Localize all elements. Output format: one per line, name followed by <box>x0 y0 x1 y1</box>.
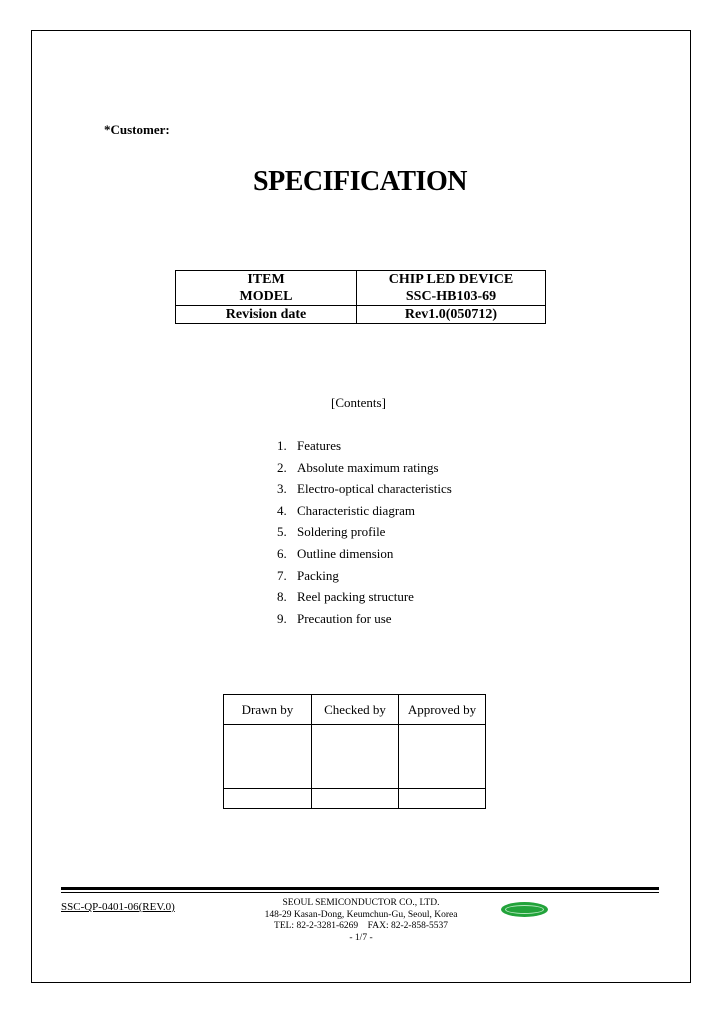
company-contact: TEL: 82-2-3281-6269 FAX: 82-2-858-5537 <box>274 921 448 931</box>
drawn-by-header: Drawn by <box>224 695 312 725</box>
contents-item-label: Packing <box>297 567 339 583</box>
contents-item <box>277 545 452 567</box>
contents-item-number: 5. <box>277 524 287 540</box>
checked-by-date-cell <box>312 789 399 809</box>
model-value: SSC-HB103-69 <box>357 288 546 306</box>
company-info <box>216 898 506 944</box>
contents-item-number: 3. <box>277 481 287 497</box>
contents-heading: [Contents] <box>331 395 386 410</box>
contents-item-label: Characteristic diagram <box>297 502 416 518</box>
model-label: MODEL <box>176 288 357 306</box>
contents-item-label: Precaution for use <box>297 610 392 626</box>
contents-item <box>277 480 452 502</box>
company-name: SEOUL SEMICONDUCTOR CO., LTD. <box>282 898 440 908</box>
contents-item-number: 7. <box>277 567 287 583</box>
contents-item-label: Electro-optical characteristics <box>297 481 452 497</box>
company-logo <box>501 902 548 917</box>
info-row-revision <box>176 306 546 324</box>
approval-signature-row <box>224 725 486 789</box>
contents-list <box>277 437 452 631</box>
contents-item <box>277 567 452 589</box>
approval-date-row <box>224 789 486 809</box>
revision-label: Revision date <box>176 306 357 324</box>
checked-by-signature-cell <box>312 725 399 789</box>
item-label: ITEM <box>176 271 357 289</box>
revision-value: Rev1.0(050712) <box>357 306 546 324</box>
contents-item <box>277 523 452 545</box>
company-address: 148-29 Kasan-Dong, Keumchun-Gu, Seoul, Korea <box>264 909 458 920</box>
contents-item-number: 1. <box>277 438 287 453</box>
footer-divider-thick <box>61 887 659 890</box>
contents-item-number: 8. <box>277 589 287 605</box>
contents-item <box>277 459 452 481</box>
contents-item-label: Soldering profile <box>297 524 386 540</box>
drawn-by-date-cell <box>224 789 312 809</box>
document-code: SSC-QP-0401-06(REV.0) <box>61 901 175 913</box>
approved-by-date-cell <box>399 789 486 809</box>
contents-item-label: Absolute maximum ratings <box>297 459 439 475</box>
contents-item-label: Outline dimension <box>297 545 394 561</box>
approved-by-header: Approved by <box>399 695 486 725</box>
info-row-item <box>176 271 546 289</box>
contents-item <box>277 502 452 524</box>
contents-item-label: Features <box>297 438 342 453</box>
checked-by-header: Checked by <box>312 695 399 725</box>
customer-label: *Customer: <box>104 122 170 137</box>
contents-item <box>277 437 452 459</box>
item-value: CHIP LED DEVICE <box>357 271 546 289</box>
approved-by-signature-cell <box>399 725 486 789</box>
contents-item-number: 9. <box>277 610 287 626</box>
contents-item <box>277 588 452 610</box>
contents-item-label: Reel packing structure <box>297 589 414 605</box>
company-logo-inner <box>505 905 544 914</box>
contents-item-number: 4. <box>277 502 287 518</box>
page-title: SPECIFICATION <box>253 166 467 197</box>
info-row-model <box>176 288 546 306</box>
approval-header-row <box>224 695 486 725</box>
approval-table <box>223 694 486 809</box>
contents-item-number: 6. <box>277 545 287 561</box>
page-number: - 1/7 - <box>349 932 373 943</box>
contents-item-number: 2. <box>277 459 287 475</box>
footer-divider-thin <box>61 892 659 893</box>
info-table <box>175 270 546 324</box>
drawn-by-signature-cell <box>224 725 312 789</box>
contents-item <box>277 610 452 632</box>
